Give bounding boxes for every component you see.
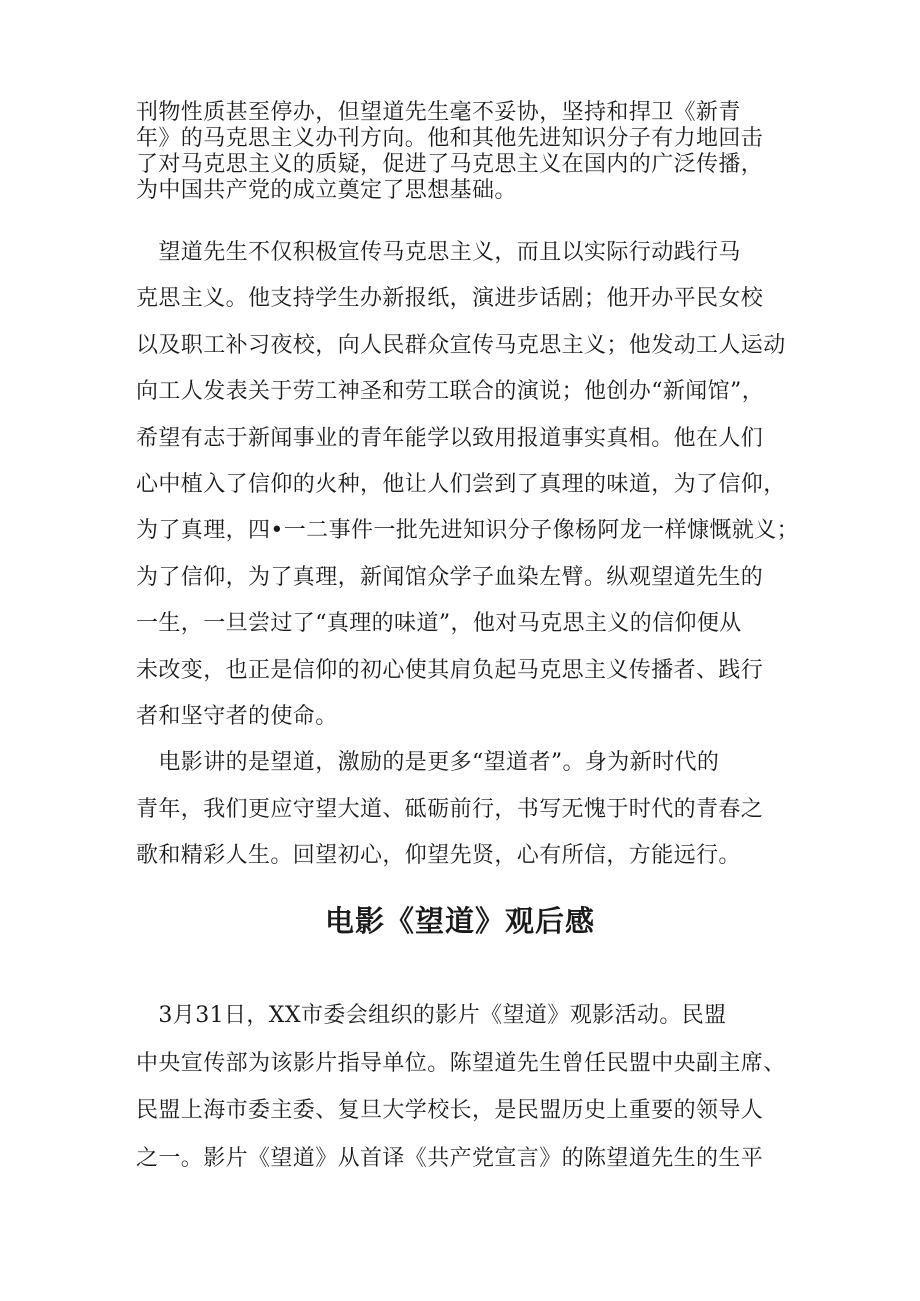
document-title: 电影《望道》观后感	[324, 904, 595, 938]
text-line: 以及职工补习夜校，向人民群众宣传马克思主义；他发动工人运动	[136, 332, 786, 358]
text-line: 未改变，也正是信仰的初心使其肩负起马克思主义传播者、践行	[136, 657, 764, 683]
text-line: 年》的马克思主义办刊方向。他和其他先进知识分子有力地回击	[136, 126, 764, 151]
text-line: 克思主义。他支持学生办新报纸，演进步话剧；他开办平民女校	[136, 286, 764, 312]
paragraph-main-body	[136, 230, 799, 880]
text-line: 为了信仰，为了真理，新闻馆众学子血染左臂。纵观望道先生的	[136, 564, 764, 590]
text-line: 3月31日，XX市委会组织的影片《望道》观影活动。民盟	[136, 1003, 727, 1028]
text-line: 民盟上海市委主委、复旦大学校长，是民盟历史上重要的领导人	[136, 1098, 764, 1123]
text-line: 刊物性质甚至停办，但望道先生毫不妥协，坚持和捍卫《新青	[136, 100, 741, 125]
text-line: 歌和精彩人生。回望初心，仰望先贤，心有所信，方能远行。	[136, 843, 741, 869]
text-line: 者和坚守者的使命。	[136, 704, 338, 730]
text-line: 中央宣传部为该影片指导单位。陈望道先生曾任民盟中央副主席、	[136, 1050, 786, 1076]
paragraph-continuation	[136, 100, 796, 204]
text-line: 希望有志于新闻事业的青年能学以致用报道事实真相。他在人们	[136, 425, 764, 451]
text-line: 为了真理，四•一二事件一批先进知识分子像杨阿龙一样慷慨就义；	[136, 518, 799, 544]
text-line: 为中国共产党的成立奠定了思想基础。	[136, 178, 517, 203]
text-line: 一生，一旦尝过了“真理的味道”，他对马克思主义的信仰便从	[136, 611, 742, 637]
text-line: 青年，我们更应守望大道、砥砺前行，书写无愧于时代的青春之	[136, 796, 764, 822]
text-line: 之一。影片《望道》从首译《共产党宣言》的陈望道先生的生平	[136, 1145, 764, 1171]
paragraph-intro	[136, 992, 796, 1182]
text-line: 了对马克思主义的质疑，促进了马克思主义在国内的广泛传播，	[136, 152, 764, 177]
text-line: 心中植入了信仰的火种，他让人们尝到了真理的味道，为了信仰，	[136, 472, 786, 498]
text-line: 望道先生不仅积极宣传马克思主义，而且以实际行动践行马	[136, 240, 741, 265]
text-line: 电影讲的是望道，激励的是更多“望道者”。身为新时代的	[136, 750, 720, 776]
text-line: 向工人发表关于劳工神圣和劳工联合的演说；他创办“新闻馆”，	[136, 379, 765, 405]
